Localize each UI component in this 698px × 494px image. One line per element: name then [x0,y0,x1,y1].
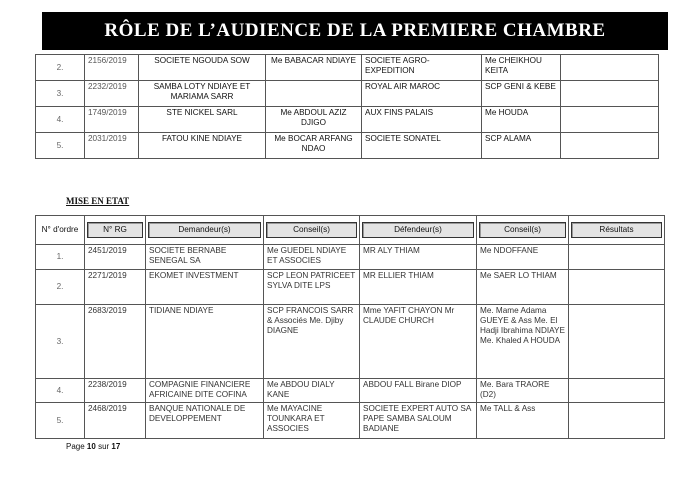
hearing-table-continued [35,54,659,159]
mise-en-etat-table [35,215,665,439]
cell-conseil1: Me MAYACINE TOUNKARA ET ASSOCIES [264,403,360,439]
cell-conseil1: Me ABDOUL AZIZ DJIGO [266,107,362,133]
table-header-row [36,216,665,245]
cell-rg: 2156/2019 [85,55,139,81]
cell-demandeur: BANQUE NATIONALE DE DEVELOPPEMENT [146,403,264,439]
cell-resultats [569,245,665,270]
header-resultats-label: Résultats [571,222,662,238]
footer-page-number: 10 [86,442,96,451]
table-row [36,55,659,81]
cell-conseil1: Me ABDOU DIALY KANE [264,379,360,403]
cell-defendeur: MR ALY THIAM [360,245,477,270]
table-row [36,245,665,270]
cell-resultats [561,133,659,159]
cell-conseil1: Me BOCAR ARFANG NDAO [266,133,362,159]
cell-rg: 2271/2019 [85,270,146,305]
table-row [36,133,659,159]
header-conseil1 [264,216,360,245]
cell-rg: 2451/2019 [85,245,146,270]
section-title: MISE EN ETAT [66,196,130,206]
cell-defendeur: ROYAL AIR MAROC [362,81,482,107]
cell-conseil2: Me. Mame Adama GUEYE & Ass Me. El Hadji Ibrahima NDIAYE Me. Khaled A HOUDA [477,305,569,379]
table-row [36,270,665,305]
header-conseil2-label: Conseil(s) [479,222,566,238]
cell-defendeur: AUX FINS PALAIS [362,107,482,133]
cell-resultats [561,55,659,81]
cell-demandeur: TIDIANE NDIAYE [146,305,264,379]
table-row [36,81,659,107]
header-rg-label: N° RG [87,222,143,238]
cell-num: 3. [36,81,85,107]
cell-demandeur: EKOMET INVESTMENT [146,270,264,305]
cell-conseil1: SCP LEON PATRICEET SYLVA DITE LPS [264,270,360,305]
footer-total-pages: 17 [111,442,121,451]
cell-conseil2: Me HOUDA [482,107,561,133]
header-rg [85,216,146,245]
cell-rg: 2468/2019 [85,403,146,439]
cell-num: 5. [36,403,85,439]
footer-page-word: Page [66,442,85,451]
cell-defendeur: Mme YAFIT CHAYON Mr CLAUDE CHURCH [360,305,477,379]
cell-resultats [561,81,659,107]
header-conseil2 [477,216,569,245]
cell-conseil1 [266,81,362,107]
cell-num: 4. [36,107,85,133]
cell-conseil2: Me. Bara TRAORE (D2) [477,379,569,403]
page-footer [66,442,120,451]
header-demandeur [146,216,264,245]
table-row [36,107,659,133]
header-defendeur-label: Défendeur(s) [362,222,474,238]
cell-demandeur: SOCIETE NGOUDA SOW [139,55,266,81]
cell-rg: 2031/2019 [85,133,139,159]
cell-num: 5. [36,133,85,159]
cell-demandeur: STE NICKEL SARL [139,107,266,133]
cell-conseil2: Me SAER LO THIAM [477,270,569,305]
cell-demandeur: SOCIETE BERNABE SENEGAL SA [146,245,264,270]
cell-resultats [569,270,665,305]
document-title: RÔLE DE L’AUDIENCE DE LA PREMIERE CHAMBRE [42,12,668,50]
cell-conseil2: Me NDOFFANE [477,245,569,270]
cell-conseil2: Me TALL & Ass [477,403,569,439]
cell-conseil2: SCP ALAMA [482,133,561,159]
cell-rg: 1749/2019 [85,107,139,133]
cell-num: 2. [36,55,85,81]
cell-resultats [569,305,665,379]
cell-conseil2: Me CHEIKHOU KEITA [482,55,561,81]
cell-resultats [561,107,659,133]
cell-defendeur: SOCIETE EXPERT AUTO SA PAPE SAMBA SALOUM BADIANE [360,403,477,439]
cell-rg: 2238/2019 [85,379,146,403]
table-row [36,305,665,379]
cell-defendeur: SOCIETE AGRO-EXPEDITION [362,55,482,81]
header-conseil1-label: Conseil(s) [266,222,357,238]
cell-defendeur: ABDOU FALL Birane DIOP [360,379,477,403]
footer-sur-word: sur [98,442,110,451]
cell-demandeur: FATOU KINE NDIAYE [139,133,266,159]
cell-resultats [569,403,665,439]
header-num-label: N° d'ordre [41,225,79,234]
table-row [36,403,665,439]
cell-conseil1: Me GUEDEL NDIAYE ET ASSOCIES [264,245,360,270]
cell-conseil2: SCP GENI & KEBE [482,81,561,107]
cell-resultats [569,379,665,403]
cell-demandeur: COMPAGNIE FINANCIERE AFRICAINE DITE COFINA [146,379,264,403]
cell-num: 2. [36,270,85,305]
header-resultats [569,216,665,245]
cell-conseil1: Me BABACAR NDIAYE [266,55,362,81]
cell-defendeur: SOCIETE SONATEL [362,133,482,159]
cell-num: 4. [36,379,85,403]
cell-num: 1. [36,245,85,270]
cell-defendeur: MR ELLIER THIAM [360,270,477,305]
cell-rg: 2683/2019 [85,305,146,379]
cell-demandeur: SAMBA LOTY NDIAYE ET MARIAMA SARR [139,81,266,107]
cell-rg: 2232/2019 [85,81,139,107]
header-num [36,216,85,245]
header-defendeur [360,216,477,245]
header-demandeur-label: Demandeur(s) [148,222,261,238]
cell-conseil1: SCP FRANCOIS SARR & Associés Me. Djiby DIAGNE [264,305,360,379]
cell-num: 3. [36,305,85,379]
table-row [36,379,665,403]
